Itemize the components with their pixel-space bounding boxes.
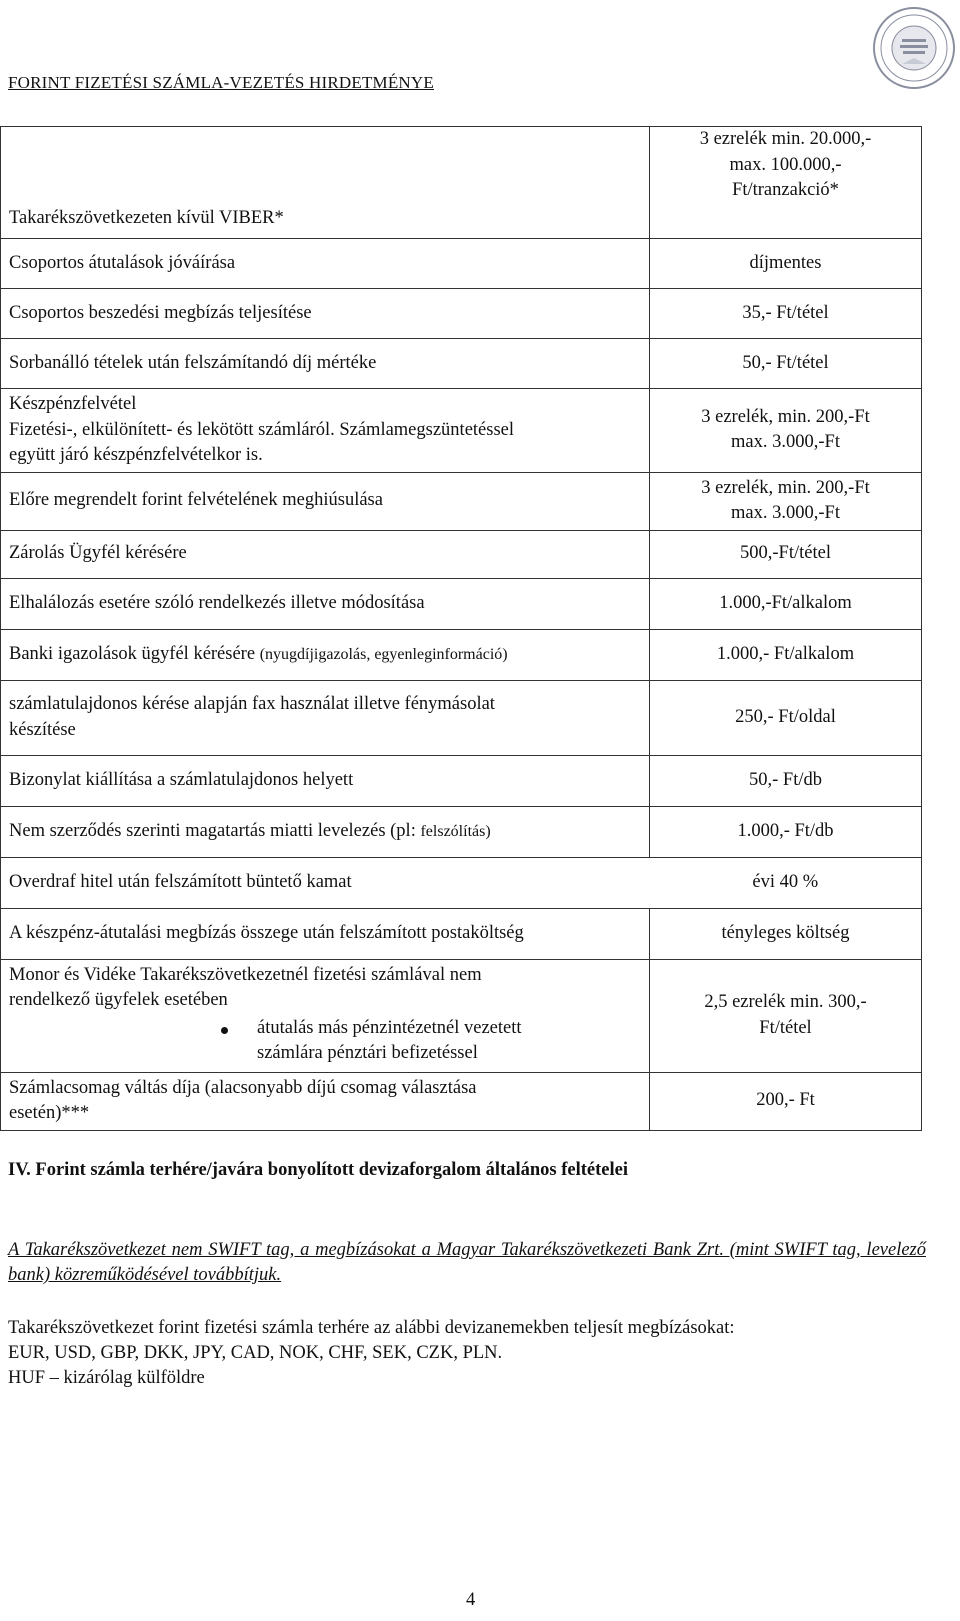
currency-paragraph — [8, 1316, 926, 1391]
fee-amount-line: 35,- Ft/tétel — [742, 302, 829, 323]
fee-description-line: Csoportos beszedési megbízás teljesítése — [9, 302, 312, 323]
fee-amount-line: 200,- Ft — [756, 1090, 815, 1111]
fee-description-cell — [1, 806, 650, 857]
fee-amount-cell — [650, 1072, 922, 1130]
fee-amount-line: 2,5 ezrelék min. 300,- — [704, 992, 867, 1013]
fee-amount-line: 500,-Ft/tétel — [740, 543, 831, 564]
fee-description-cell — [1, 629, 650, 680]
fee-amount-cell — [650, 755, 922, 806]
fee-amount-line: 50,- Ft/db — [749, 769, 822, 790]
table-row — [1, 1072, 922, 1130]
fee-description-line: esetén)*** — [9, 1103, 90, 1124]
bullet-text-line: számlára pénztári befizetéssel — [257, 1043, 478, 1064]
fee-description-line: Overdraf hitel után felszámított büntető kamat — [9, 871, 352, 892]
fee-amount-cell — [650, 239, 922, 289]
fee-description-line: Sorbanálló tételek után felszámítandó díj mértéke — [9, 352, 377, 373]
fee-amount-cell — [650, 530, 922, 578]
fee-amount-cell — [650, 908, 922, 959]
fee-amount-line: 1.000,- Ft/db — [737, 820, 834, 841]
fee-amount-cell — [650, 680, 922, 755]
fee-amount-line: 1.000,- Ft/alkalom — [716, 643, 855, 664]
fee-description-line: Számlacsomag váltás díja (alacsonyabb díjú csomag választása — [9, 1077, 477, 1098]
table-row — [1, 127, 922, 239]
fee-description-cell — [1, 755, 650, 806]
fee-description-cell — [1, 127, 650, 239]
page-number: 4 — [466, 1590, 476, 1610]
table-row — [1, 339, 922, 389]
fee-description-line: Készpénzfelvétel — [9, 394, 137, 414]
fee-description-cell — [1, 389, 650, 473]
fee-description: Banki igazolások ügyfél kérésére — [9, 643, 260, 664]
fee-description-line: Zárolás Ügyfél kérésére — [9, 543, 187, 564]
fee-amount-cell — [650, 806, 922, 857]
fee-description-cell — [1, 680, 650, 755]
huf-note: HUF – kizárólag külföldre — [8, 1368, 205, 1389]
fee-description-detail: (nyugdíjigazolás, egyenleginformáció) — [259, 645, 508, 663]
currency-line-1: Takarékszövetkezet forint fizetési számla terhére az alábbi devizanemekben teljesít megbízásokat: — [8, 1318, 735, 1338]
fee-description-cell — [1, 857, 650, 908]
fee-description-cell — [1, 339, 650, 389]
fee-description-line: Monor és Vidéke Takarékszövetkezetnél fizetési számlával nem — [9, 964, 482, 985]
fee-amount-line: 250,- Ft/oldal — [735, 706, 836, 727]
fee-description-cell — [1, 530, 650, 578]
fee-amount-line: Ft/tranzakció* — [732, 180, 839, 201]
fee-description-line: A készpénz-átutalási megbízás összege után felszámított postaköltség — [9, 922, 524, 943]
table-row — [1, 857, 922, 908]
bullet-item — [9, 1016, 641, 1067]
table-row — [1, 472, 922, 530]
fee-description: Nem szerződés szerinti magatartás miatti levelezés (pl: — [9, 820, 421, 841]
fee-amount-line: díjmentes — [749, 252, 822, 273]
fee-description-cell — [1, 289, 650, 339]
bullet-dot-icon — [221, 1027, 228, 1034]
fee-amount-line: tényleges költség — [721, 922, 850, 943]
fee-description-line: Csoportos átutalások jóváírása — [9, 252, 236, 273]
certification-seal-icon — [872, 6, 956, 90]
table-row — [1, 959, 922, 1072]
fee-amount-line: évi 40 % — [752, 871, 819, 892]
table-row — [1, 806, 922, 857]
fee-description-line: rendelkező ügyfelek esetében — [9, 990, 228, 1011]
fee-amount-line: max. 100.000,- — [729, 154, 842, 175]
fee-description-cell — [1, 472, 650, 530]
fee-amount-cell — [650, 857, 922, 908]
fee-amount-cell — [650, 472, 922, 530]
fee-description-cell — [1, 578, 650, 629]
table-row — [1, 239, 922, 289]
fee-amount-line: 1.000,-Ft/alkalom — [719, 592, 852, 613]
fee-amount-cell — [650, 127, 922, 239]
fee-description-line: készítése — [9, 719, 76, 740]
fee-description-line: számlatulajdonos kérése alapján fax használat illetve fénymásolat — [9, 694, 495, 715]
currency-list: EUR, USD, GBP, DKK, JPY, CAD, NOK, CHF, SEK, CZK, PLN. — [8, 1343, 503, 1364]
fee-description-line: Elhalálozás esetére szóló rendelkezés illetve módosítása — [9, 592, 425, 613]
fee-amount-line: 3 ezrelék, min. 200,-Ft — [701, 477, 870, 498]
fee-amount-line: 50,- Ft/tétel — [742, 352, 829, 373]
fee-description-cell — [1, 908, 650, 959]
fee-description-cell — [1, 959, 650, 1072]
fee-amount-line: max. 3.000,-Ft — [731, 432, 840, 453]
fee-amount-cell — [650, 629, 922, 680]
fee-amount-line: 3 ezrelék, min. 200,-Ft — [701, 406, 870, 427]
table-row — [1, 680, 922, 755]
table-row — [1, 289, 922, 339]
fee-amount-cell — [650, 578, 922, 629]
page-header-title: FORINT FIZETÉSI SZÁMLA-VEZETÉS HIRDETMÉNYE — [8, 73, 434, 92]
fee-amount-cell — [650, 959, 922, 1072]
fee-amount-line: 3 ezrelék min. 20.000,- — [699, 129, 872, 149]
fee-description-line: Fizetési-, elkülönített- és lekötött számláról. Számlamegszüntetéssel — [9, 419, 515, 440]
fee-amount-cell — [650, 339, 922, 389]
section-title: IV. Forint számla terhére/javára bonyolított devizaforgalom általános feltételei — [8, 1160, 628, 1180]
table-row — [1, 755, 922, 806]
fee-amount-line: max. 3.000,-Ft — [731, 503, 840, 524]
fee-description-line: együtt járó készpénzfelvételkor is. — [9, 445, 263, 466]
fee-amount-cell — [650, 389, 922, 473]
swift-note: A Takarékszövetkezet nem SWIFT tag, a megbízásokat a Magyar Takarékszövetkezeti Bank Zrt. (mint SWIFT tag, levelező bank) közreműködésével továbbítjuk. — [8, 1240, 926, 1286]
fee-description-line: Bizonylat kiállítása a számlatulajdonos helyett — [9, 769, 354, 790]
table-row — [1, 389, 922, 473]
fee-description-line: Takarékszövetkezeten kívül VIBER* — [9, 208, 284, 229]
fee-amount-line: Ft/tétel — [759, 1017, 812, 1038]
fee-description-cell — [1, 1072, 650, 1130]
table-row — [1, 908, 922, 959]
fee-description-cell — [1, 239, 650, 289]
table-row — [1, 530, 922, 578]
fee-description-line: Előre megrendelt forint felvételének meghiúsulása — [9, 490, 383, 511]
bullet-text-line: átutalás más pénzintézetnél vezetett — [257, 1017, 522, 1038]
fee-amount-cell — [650, 289, 922, 339]
fees-table — [0, 126, 922, 1131]
table-row — [1, 578, 922, 629]
fee-description-detail: felszólítás) — [420, 822, 491, 840]
table-row — [1, 629, 922, 680]
